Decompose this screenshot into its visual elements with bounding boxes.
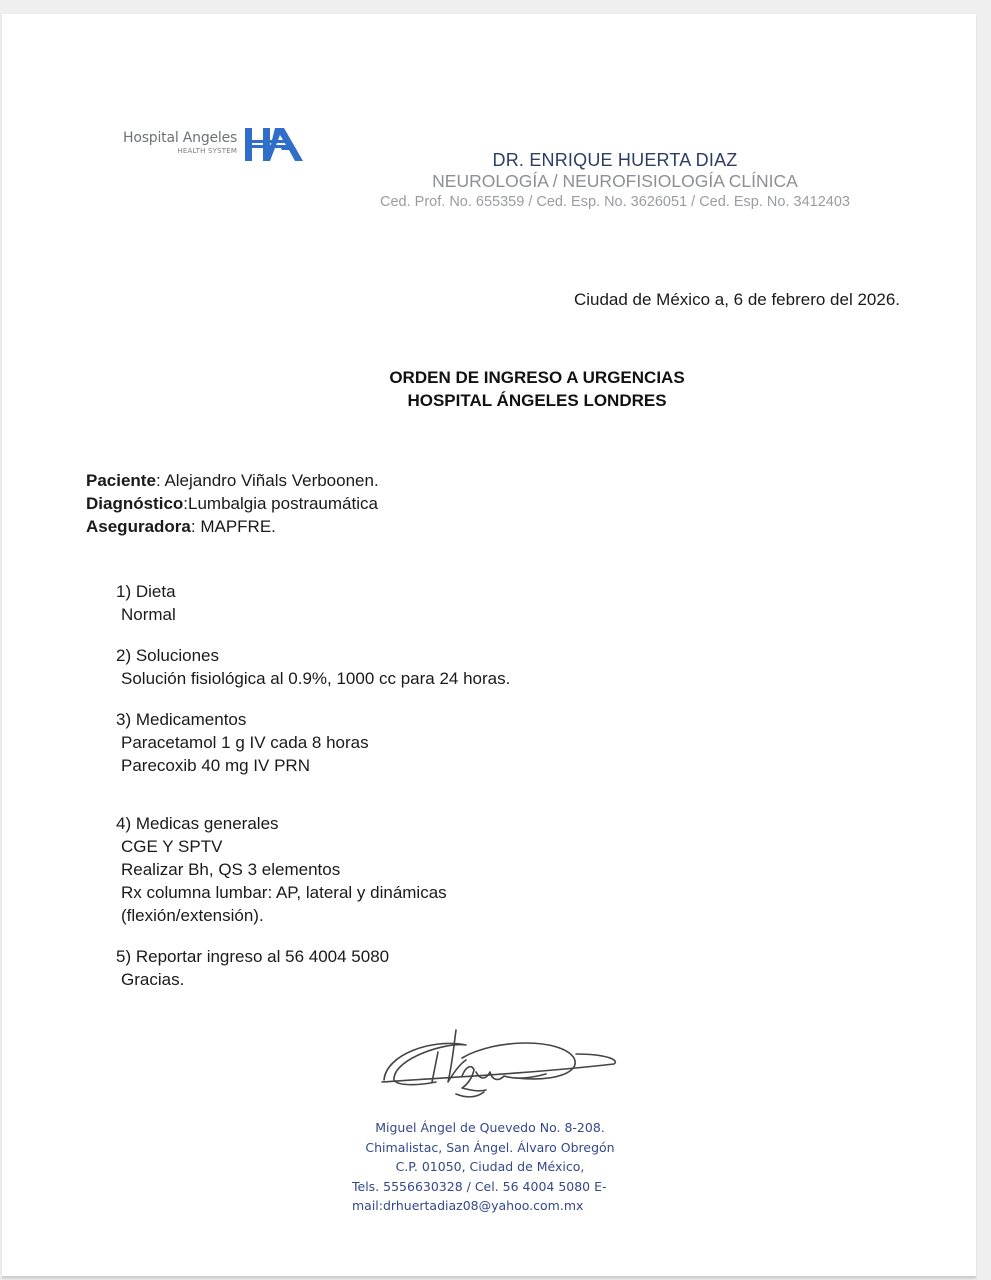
order-line: Solución fisiológica al 0.9%, 1000 cc para 24 horas.	[121, 669, 511, 688]
hospital-angeles-ha-logo-icon	[245, 128, 303, 161]
order-title: 5) Reportar ingreso al 56 4004 5080	[116, 947, 390, 966]
title-line-1: ORDEN DE INGRESO A URGENCIAS	[389, 368, 685, 387]
patient-value: : Alejandro Viñals Verboonen.	[155, 471, 379, 490]
order-title: 1) Dieta	[116, 582, 176, 601]
diagnosis-label: Diagnóstico	[86, 494, 184, 513]
insurer-label: Aseguradora	[86, 517, 191, 536]
order-item-diet	[116, 580, 510, 626]
order-line: Parecoxib 40 mg IV PRN	[121, 756, 310, 775]
footer-email-line: mail:drhuertadiaz08@yahoo.com.mx	[352, 1198, 584, 1213]
document-page	[2, 14, 976, 1278]
order-line: Rx columna lumbar: AP, lateral y dinámicas	[121, 883, 447, 902]
footer-phone-line: Tels. 5556630328 / Cel. 56 4004 5080 E-	[352, 1178, 607, 1194]
orders-list	[116, 580, 510, 991]
order-title: 3) Medicamentos	[116, 710, 247, 729]
title-line-2: HOSPITAL ÁNGELES LONDRES	[407, 391, 667, 410]
patient-label: Paciente	[86, 471, 156, 490]
insurer-row	[86, 515, 379, 538]
order-item-report	[116, 945, 510, 991]
order-line: Normal	[121, 605, 176, 624]
patient-row	[86, 469, 379, 492]
order-line: Paracetamol 1 g IV cada 8 horas	[121, 733, 369, 752]
footer-line: C.P. 01050, Ciudad de México,	[395, 1159, 585, 1174]
order-title: 2) Soluciones	[116, 646, 220, 665]
insurer-value: : MAPFRE.	[190, 517, 276, 536]
doctor-specialty: NEUROLOGÍA / NEUROFISIOLOGÍA CLÍNICA	[432, 171, 798, 191]
doctor-header	[302, 150, 928, 212]
order-title: 4) Medicas generales	[116, 814, 279, 833]
order-line: CGE Y SPTV	[121, 837, 223, 856]
order-item-general	[116, 812, 510, 927]
hospital-logo-text	[123, 130, 237, 155]
order-line: (flexión/extensión).	[121, 906, 264, 925]
doctor-credentials: Ced. Prof. No. 655359 / Ced. Esp. No. 3626051 / Ced. Esp. No. 3412403	[380, 194, 850, 210]
footer-line: Miguel Ángel de Quevedo No. 8-208.	[375, 1120, 605, 1135]
order-item-solutions	[116, 644, 510, 690]
logo-name: Hospital Angeles	[123, 130, 238, 146]
order-line: Realizar Bh, QS 3 elementos	[121, 860, 341, 879]
order-item-medications	[116, 708, 510, 777]
footer-line: Chimalistac, San Ángel. Álvaro Obregón	[365, 1139, 615, 1155]
order-line: Gracias.	[121, 970, 185, 989]
footer-address	[340, 1118, 640, 1216]
document-title	[202, 366, 872, 412]
diagnosis-row	[86, 492, 379, 515]
logo-subtitle: HEALTH SYSTEM	[177, 147, 238, 155]
patient-info	[86, 469, 379, 538]
handwritten-signature-icon	[376, 1020, 626, 1102]
doctor-name: DR. ENRIQUE HUERTA DIAZ	[492, 150, 738, 170]
diagnosis-value: :Lumbalgia postraumática	[183, 494, 378, 513]
date-line: Ciudad de México a, 6 de febrero del 2026.	[573, 290, 900, 309]
